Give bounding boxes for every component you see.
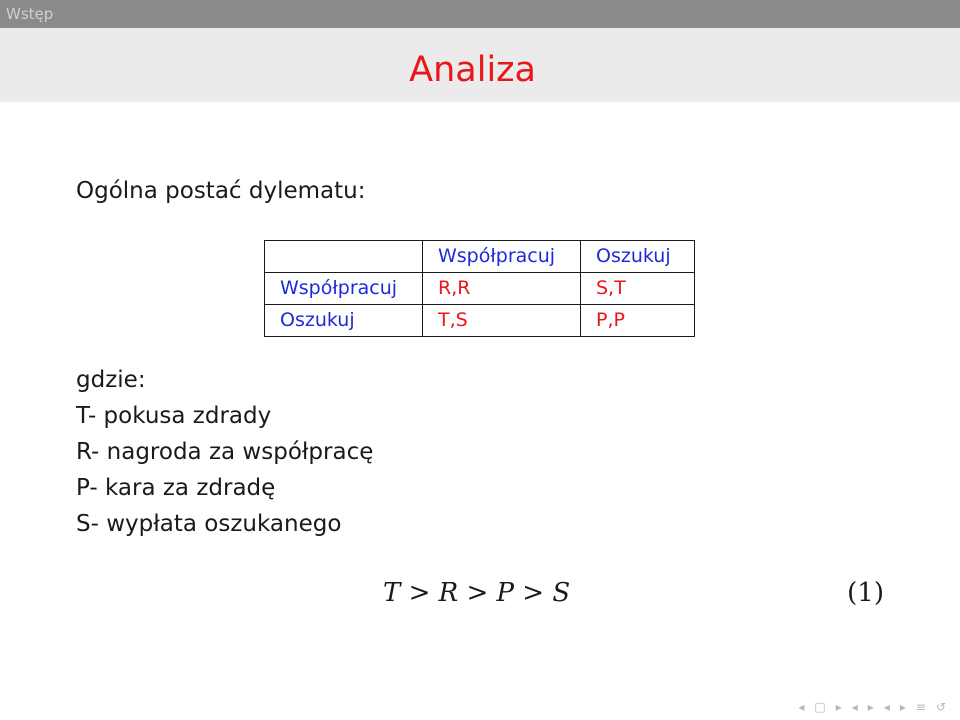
table-cell	[581, 273, 695, 305]
definition-line: gdzie:	[76, 367, 146, 393]
intro-text: Ogólna postać dylematu:	[76, 178, 366, 204]
definition-line: T- pokusa zdrady	[76, 403, 272, 429]
table-cell-value: T,S	[438, 309, 468, 331]
equation-number: (1)	[847, 578, 884, 608]
table-cell-value: S,T	[596, 277, 626, 299]
table-row-header: Oszukuj	[265, 305, 423, 337]
table-cell	[581, 305, 695, 337]
table-cell-value: R,R	[438, 277, 471, 299]
nav-left-arrow-icon[interactable]: ◂	[798, 700, 805, 714]
frame-title: Analiza	[409, 50, 536, 90]
definition-line: R- nagroda za współpracę	[76, 439, 374, 465]
nav-align-icon[interactable]: ≡	[915, 700, 926, 714]
nav-subsection-left-icon[interactable]: ◂	[883, 700, 890, 714]
payoff-table	[264, 240, 695, 337]
definitions-list	[76, 362, 373, 542]
definition-line: S- wypłata oszukanego	[76, 511, 342, 537]
nav-section-right-icon[interactable]: ▸	[867, 700, 874, 714]
table-corner-cell	[265, 241, 423, 273]
section-link[interactable]: Wstęp	[6, 5, 54, 23]
table-column-header: Współpracuj	[423, 241, 581, 273]
equation: T > R > P > S	[383, 578, 571, 608]
table-row	[265, 273, 695, 305]
top-navigation-strip	[0, 0, 960, 28]
table-cell	[423, 273, 581, 305]
table-row-header: Współpracuj	[265, 273, 423, 305]
table-cell-value: P,P	[596, 309, 625, 331]
table-column-header: Oszukuj	[581, 241, 695, 273]
nav-frame-left-icon[interactable]: □	[814, 700, 826, 714]
definition-line: P- kara za zdradę	[76, 475, 276, 501]
table-cell	[423, 305, 581, 337]
table-header-row	[265, 241, 695, 273]
table-row	[265, 305, 695, 337]
nav-section-left-icon[interactable]: ◂	[851, 700, 858, 714]
nav-subsection-right-icon[interactable]: ▸	[899, 700, 906, 714]
nav-search-icon[interactable]: ↺	[935, 700, 946, 714]
beamer-navigation	[798, 700, 946, 714]
nav-right-arrow-icon[interactable]: ▸	[835, 700, 842, 714]
